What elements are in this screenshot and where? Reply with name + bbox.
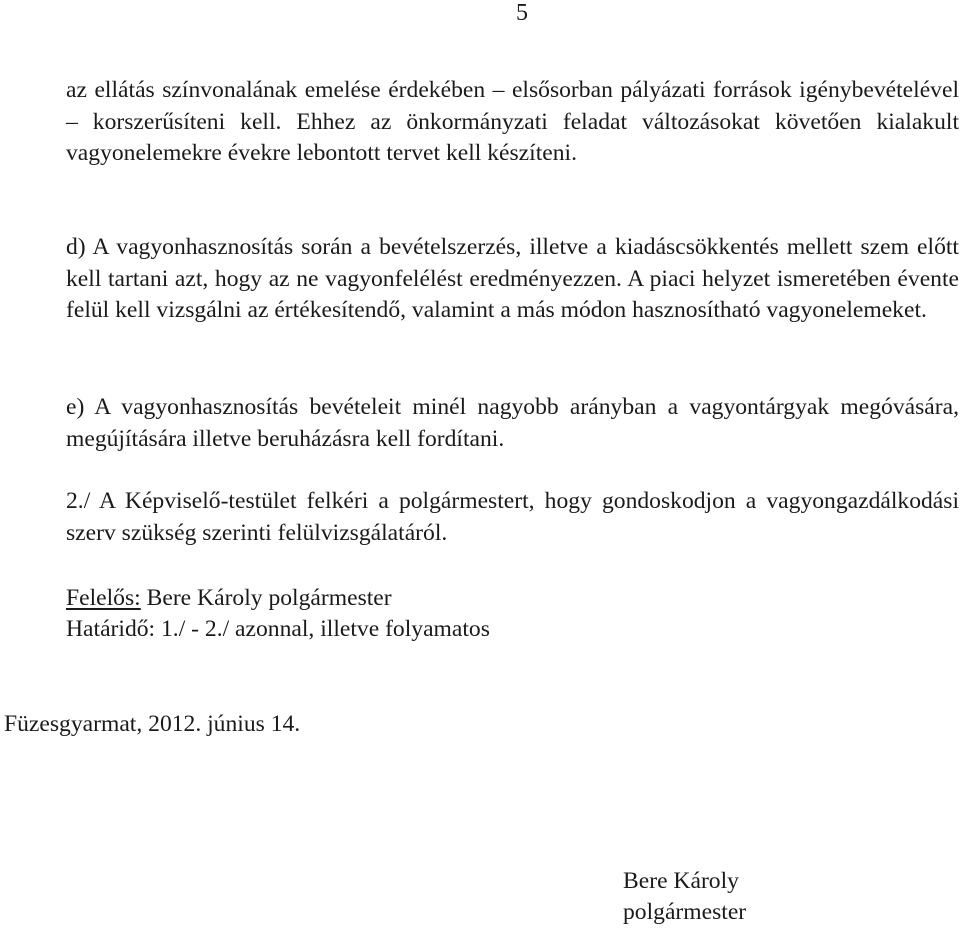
place-date: Füzesgyarmat, 2012. június 14.	[4, 711, 301, 737]
deadline-line: Határidő: 1./ - 2./ azonnal, illetve folyamatos	[66, 616, 490, 642]
signer-name: Bere Károly	[623, 868, 739, 894]
paragraph-2-council-request: 2./ A Képviselő-testület felkéri a polgármestert, hogy gondoskodjon a vagyongazdálkodási szerv szükség szerinti felülvizsgálatáról.	[66, 488, 959, 546]
paragraph-e-revenue-use: e) A vagyonhasznosítás bevételeit minél nagyobb arányban a vagyontárgyak megóvására, megújítására illetve beruházásra kell fordítani.	[66, 394, 959, 452]
responsible-value: Bere Károly polgármester	[140, 585, 392, 611]
signer-title: polgármester	[623, 899, 747, 925]
paragraph-d-asset-utilization: d) A vagyonhasznosítás során a bevételszerzés, illetve a kiadáscsökkentés mellett szem előtt kell tartani azt, hogy az ne vagyonfelélést eredményezzen. A piaci helyzet ismeretében évente felül kell vizsgálni az értékesítendő, valamint a más módon hasznosítható vagyonelemeket.	[66, 234, 959, 323]
responsible-line	[66, 583, 392, 614]
page-number: 5	[516, 0, 528, 26]
responsible-label: Felelős:	[66, 585, 141, 611]
paragraph-asset-modernization: az ellátás színvonalának emelése érdekében – elsősorban pályázati források igénybevételével – korszerűsíteni kell. Ehhez az önkormányzati feladat változásokat követően kialakult vagyonelemekre évekre lebontott tervet kell készíteni.	[66, 77, 959, 166]
